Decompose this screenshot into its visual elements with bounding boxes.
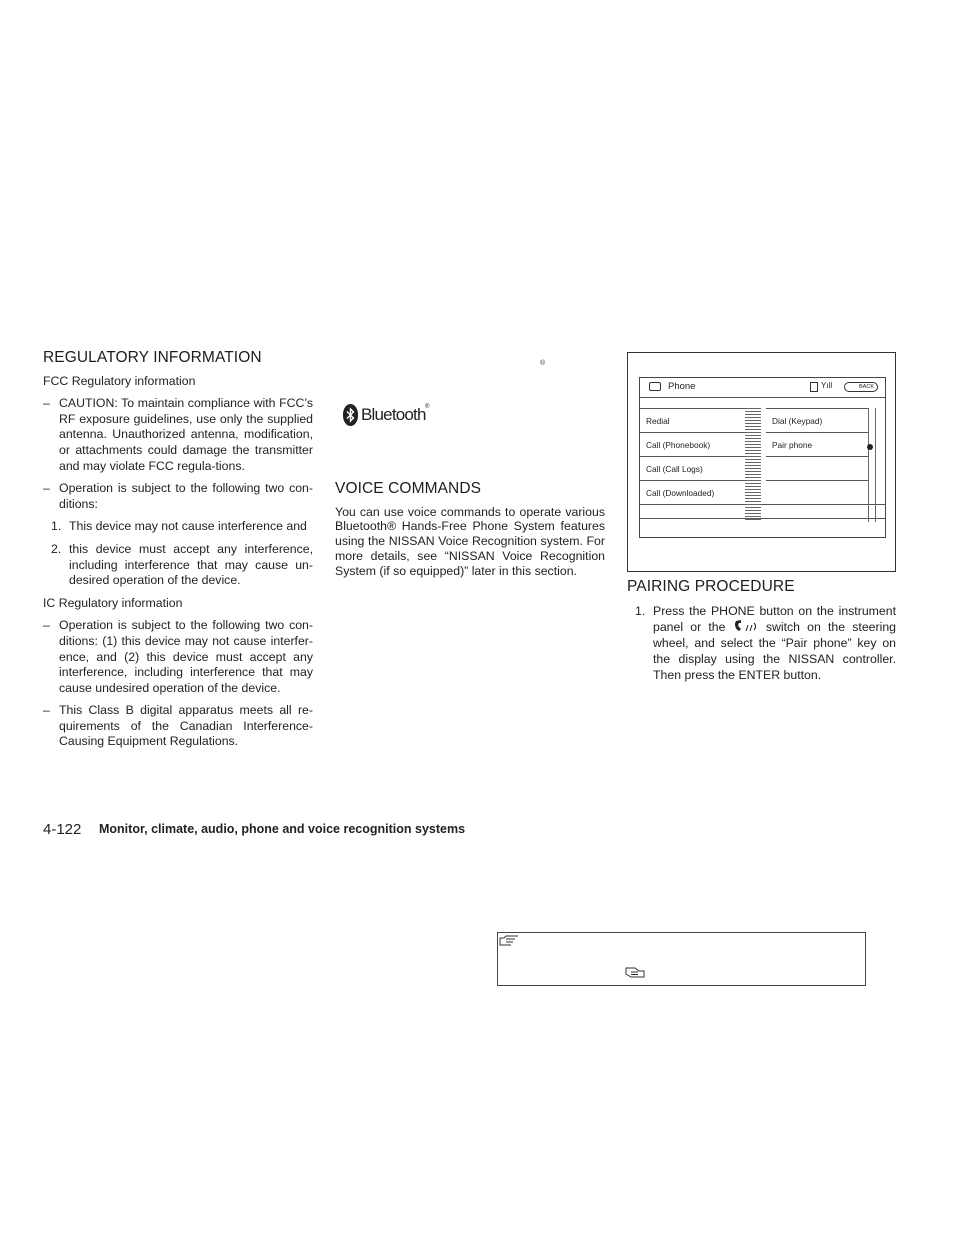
fcc-label: FCC Regulatory information xyxy=(43,373,196,388)
menu-item-right[interactable]: Dial (Keypad) xyxy=(766,408,869,432)
fcc-item-text: CAUTION: To maintain compliance with FCC’s RF exposure guidelines, use only the supplied antenna. Unauthorized antenna, modification, or attachments could damage the transmitter and may violate FCC regula-tions. xyxy=(59,396,313,473)
ic-list xyxy=(43,618,313,750)
menu-bottom-border xyxy=(640,504,885,505)
ic-item-marker: – xyxy=(43,618,50,633)
back-button[interactable]: BACK xyxy=(844,382,878,392)
step-text-before: Press the PHONE button on the instrument panel or the xyxy=(653,603,896,635)
left-divider-ticks xyxy=(745,408,753,522)
scroll-thumb[interactable] xyxy=(867,444,873,450)
menu-lower-border xyxy=(640,518,885,519)
screen-header xyxy=(640,378,885,398)
bluetooth-rune-icon xyxy=(343,404,358,426)
battery-icon xyxy=(810,382,818,392)
voice-commands-heading: VOICE COMMANDS xyxy=(335,480,482,497)
phone-screen xyxy=(639,377,886,538)
ic-label: IC Regulatory information xyxy=(43,595,183,610)
pairing-step xyxy=(627,604,896,684)
fcc-condition xyxy=(43,542,313,589)
phone-icon xyxy=(649,382,661,391)
fcc-item-marker: – xyxy=(43,481,50,496)
middle-column xyxy=(335,481,605,579)
menu-item-left[interactable]: Redial xyxy=(640,408,747,432)
step-text-after: switch on the steering wheel, and select the “Pair phone” key on the display using the NISSAN controller. Then press the ENTER button. xyxy=(653,620,897,682)
note-box xyxy=(497,932,866,986)
ic-item xyxy=(43,618,313,696)
menu-item-right[interactable] xyxy=(766,456,869,480)
fcc-item xyxy=(43,481,313,512)
scroll-bar[interactable] xyxy=(868,408,876,522)
step-marker: 1. xyxy=(635,603,646,618)
page-number: 4-122 xyxy=(43,821,82,838)
ic-item-text: Operation is subject to the following two con-ditions: (1) this device may not cause interfer-ence, and (2) this device must accept any interference, including interference that may cause undesired operation of the device. xyxy=(59,618,313,695)
fcc-list xyxy=(43,396,313,512)
signal-icon: Yıll xyxy=(821,381,833,390)
bluetooth-reg-mark: ® xyxy=(425,404,430,410)
ic-item-text: This Class B digital apparatus meets all re-quirements of the Canadian Interference-Causing Equipment Regulations. xyxy=(59,703,313,749)
ic-item xyxy=(43,703,313,750)
pointing-hand-icon xyxy=(625,966,645,979)
menu-item-right[interactable]: Pair phone xyxy=(766,432,869,456)
phone-talk-switch-icon xyxy=(733,619,759,633)
menu-item-left[interactable]: Call (Phonebook) xyxy=(640,432,747,456)
fcc-condition-text: This device may not cause interference and xyxy=(69,519,307,534)
fcc-conditions-list xyxy=(43,519,313,588)
pairing-heading: PAIRING PROCEDURE xyxy=(627,578,795,595)
screen-title: Phone xyxy=(668,381,696,392)
section-title: Monitor, climate, audio, phone and voice recognition systems xyxy=(99,822,466,836)
bluetooth-wordmark: Bluetooth xyxy=(361,405,426,424)
menu-item-right[interactable] xyxy=(766,480,869,504)
voice-commands-body: You can use voice commands to operate various Bluetooth® Hands-Free Phone System features using the NISSAN Voice Recognition system. For more details, see “NISSAN Voice Recognition System (if so equipped)” later in this section. xyxy=(335,504,605,578)
fcc-item-text: Operation is subject to the following two con-ditions: xyxy=(59,481,313,511)
right-divider-ticks xyxy=(753,408,761,522)
fcc-item-marker: – xyxy=(43,396,50,411)
fcc-condition xyxy=(43,519,313,535)
fcc-item xyxy=(43,396,313,474)
ic-item-marker: – xyxy=(43,703,50,718)
regulatory-heading: REGULATORY INFORMATION xyxy=(43,349,262,366)
phone-screen-figure xyxy=(627,352,896,572)
fcc-condition-marker: 2. xyxy=(51,541,62,556)
fcc-condition-marker: 1. xyxy=(51,519,62,534)
registered-mark: ® xyxy=(540,360,546,367)
pointing-hand-icon xyxy=(498,934,520,948)
left-column xyxy=(43,350,313,757)
right-column xyxy=(627,579,896,684)
menu-item-left[interactable]: Call (Call Logs) xyxy=(640,456,747,480)
menu-item-left[interactable]: Call (Downloaded) xyxy=(640,480,747,504)
fcc-condition-text: this device must accept any interference, including interference that may cause un-desired operation of the device. xyxy=(69,541,313,588)
